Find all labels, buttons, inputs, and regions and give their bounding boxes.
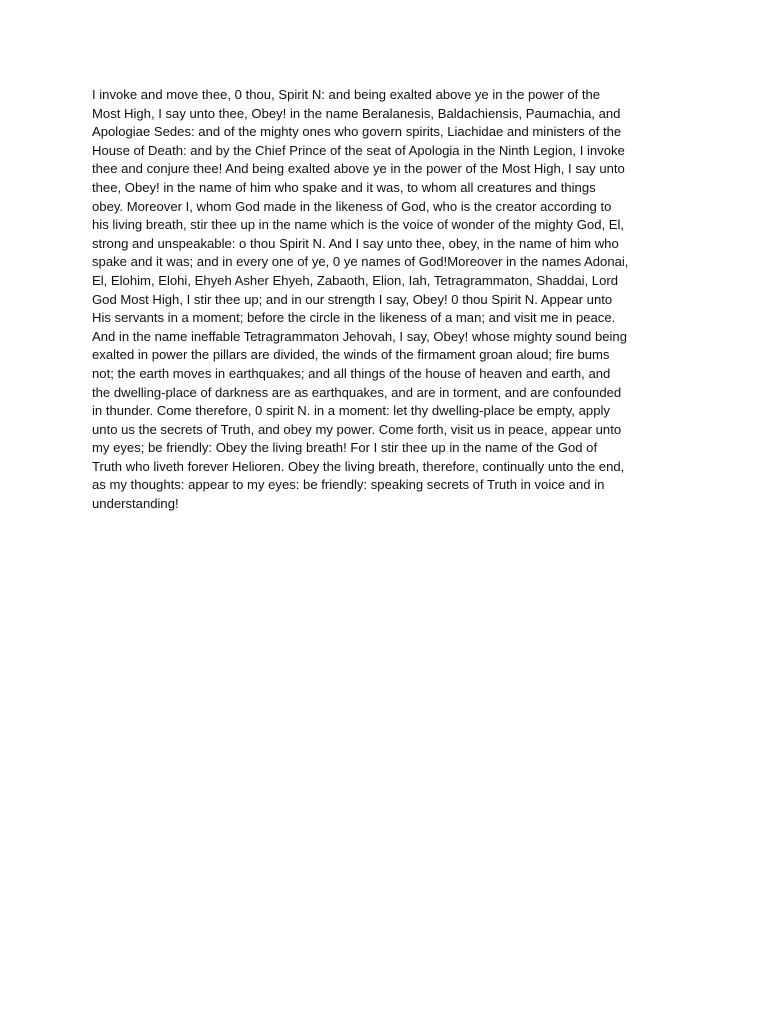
text-line: obey. Moreover I, whom God made in the likeness of God, who is the creator according to	[92, 198, 612, 214]
text-line: as my thoughts: appear to my eyes: be friendly: speaking secrets of Truth in voice and in	[92, 477, 605, 493]
text-line: Most High, I say unto thee, Obey! in the name Beralanesis, Baldachiensis, Paumachia, and	[92, 105, 621, 121]
invocation-paragraph	[92, 86, 692, 514]
text-line: Truth who liveth forever Helioren. Obey the living breath, therefore, continually unto the end,	[92, 458, 625, 474]
text-line: His servants in a moment; before the circle in the likeness of a man; and visit me in peace.	[92, 310, 616, 326]
text-line: God Most High, I stir thee up; and in our strength I say, Obey! 0 thou Spirit N. Appear unto	[92, 291, 613, 307]
text-line: my eyes; be friendly: Obey the living breath! For I stir thee up in the name of the God of	[92, 440, 598, 456]
text-line: House of Death: and by the Chief Prince of the seat of Apologia in the Ninth Legion, I invoke	[92, 142, 625, 158]
text-line: spake and it was; and in every one of ye, 0 ye names of God!Moreover in the names Adonai,	[92, 254, 629, 270]
text-line: his living breath, stir thee up in the name which is the voice of wonder of the mighty God, El,	[92, 217, 625, 233]
text-line: not; the earth moves in earthquakes; and all things of the house of heaven and earth, and	[92, 365, 611, 381]
text-line: strong and unspeakable: o thou Spirit N. And I say unto thee, obey, in the name of him who	[92, 235, 619, 251]
text-line: El, Elohim, Elohi, Ehyeh Asher Ehyeh, Zabaoth, Elion, Iah, Tetragrammaton, Shaddai, Lord	[92, 272, 618, 288]
text-line: Apologiae Sedes: and of the mighty ones who govern spirits, Liachidae and ministers of the	[92, 124, 622, 140]
text-line: the dwelling-place of darkness are as earthquakes, and are in torment, and are confounded	[92, 384, 622, 400]
text-line: exalted in power the pillars are divided, the winds of the firmament groan aloud; fire bums	[92, 347, 610, 363]
text-line: And in the name ineffable Tetragrammaton Jehovah, I say, Obey! whose mighty sound being	[92, 328, 627, 344]
text-line: unto us the secrets of Truth, and obey my power. Come forth, visit us in peace, appear unto	[92, 421, 622, 437]
text-line: thee and conjure thee! And being exalted above ye in the power of the Most High, I say unto	[92, 161, 625, 177]
text-line: I invoke and move thee, 0 thou, Spirit N: and being exalted above ye in the power of the	[92, 87, 601, 102]
text-line: understanding!	[92, 496, 179, 512]
text-line: in thunder. Come therefore, 0 spirit N. in a moment: let thy dwelling-place be empty, apply	[92, 403, 610, 419]
text-line: thee, Obey! in the name of him who spake and it was, to whom all creatures and things	[92, 179, 596, 195]
